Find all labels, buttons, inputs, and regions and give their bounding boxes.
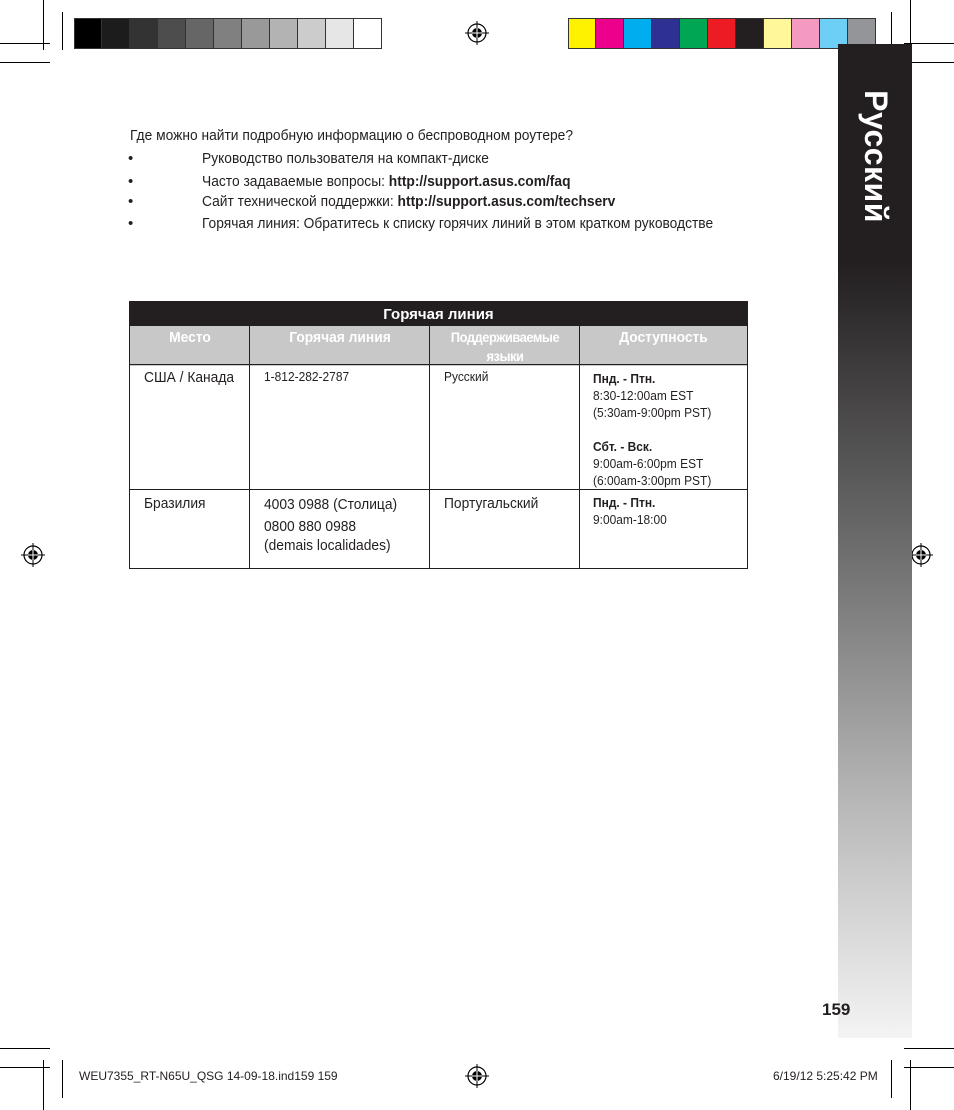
table-header-row xyxy=(130,326,747,366)
crop-mark xyxy=(910,1060,911,1110)
bullet-text: Руководство пользователя на компакт-диске xyxy=(202,150,489,167)
side-tab-title xyxy=(838,44,912,269)
process-color-bar xyxy=(568,18,876,49)
availability-hours: (5:30am-9:00pm PST) xyxy=(593,405,712,420)
registration-mark-icon xyxy=(21,543,45,567)
table-divider xyxy=(249,326,250,568)
color-swatch xyxy=(326,19,354,48)
techserv-link[interactable]: http://support.asus.com/techserv xyxy=(397,193,616,210)
crop-mark xyxy=(62,12,63,50)
color-swatch xyxy=(708,19,736,48)
bullet-marker: • xyxy=(128,215,134,232)
footer-date: 6/19/12 5:25:42 PM xyxy=(773,1069,878,1083)
bullet-marker: • xyxy=(128,150,134,167)
color-swatch xyxy=(568,19,596,48)
availability-days: Пнд. - Птн. xyxy=(593,495,656,510)
bullet-text: Сайт технической поддержки: http://support.asus.com/techserv xyxy=(202,193,616,210)
bullet-text: Часто задаваемые вопросы: http://support.asus.com/faq xyxy=(202,173,571,190)
table-divider xyxy=(130,364,747,365)
availability-days: Пнд. - Птн. xyxy=(593,371,656,386)
registration-mark-icon xyxy=(909,543,933,567)
color-swatch xyxy=(298,19,326,48)
faq-link[interactable]: http://support.asus.com/faq xyxy=(388,173,571,190)
table-cell-language: Русский xyxy=(444,369,489,384)
header-availability: Доступность xyxy=(619,329,708,346)
color-swatch xyxy=(102,19,130,48)
availability-hours: (6:00am-3:00pm PST) xyxy=(593,473,712,488)
side-tab-label: Русский xyxy=(857,90,894,223)
registration-mark-icon xyxy=(465,21,489,45)
bullet-marker: • xyxy=(128,173,134,190)
crop-mark xyxy=(43,0,44,50)
availability-hours: 9:00am-6:00pm EST xyxy=(593,456,704,471)
table-title: Горячая линия xyxy=(130,302,747,326)
color-swatch xyxy=(270,19,298,48)
table-cell-availability xyxy=(593,494,667,528)
color-swatch xyxy=(158,19,186,48)
table-divider xyxy=(429,326,430,568)
crop-mark xyxy=(904,1067,954,1068)
color-swatch xyxy=(680,19,708,48)
page-number: 159 xyxy=(822,1000,851,1019)
intro-question: Где можно найти подробную информацию о беспроводном роутере? xyxy=(130,127,574,144)
bullet-marker: • xyxy=(128,193,134,210)
color-swatch xyxy=(186,19,214,48)
color-swatch xyxy=(354,19,382,48)
color-swatch xyxy=(736,19,764,48)
header-hotline: Горячая линия xyxy=(289,329,391,346)
color-swatch xyxy=(624,19,652,48)
bullet-text: Горячая линия: Обратитесь к списку горячих линий в этом кратком руководстве xyxy=(202,215,714,232)
table-divider xyxy=(130,489,747,490)
grayscale-color-bar xyxy=(74,18,382,49)
table-cell-number: 4003 0988 (Столица) 0800 880 0988 (demais localidades) xyxy=(264,496,398,554)
crop-mark xyxy=(62,1060,63,1098)
color-swatch xyxy=(652,19,680,48)
table-cell-location: Бразилия xyxy=(144,495,206,512)
availability-hours: 9:00am-18:00 xyxy=(593,512,667,527)
table-cell-language: Португальский xyxy=(444,495,539,512)
crop-mark xyxy=(891,1060,892,1098)
crop-mark xyxy=(0,62,50,63)
header-languages: Поддерживаемые языки xyxy=(450,329,560,364)
crop-mark xyxy=(43,1060,44,1110)
color-swatch xyxy=(242,19,270,48)
table-cell-availability xyxy=(593,370,711,489)
crop-mark xyxy=(0,1048,50,1049)
registration-mark-icon xyxy=(465,1064,489,1088)
hotline-table xyxy=(129,301,748,569)
color-swatch xyxy=(214,19,242,48)
crop-mark xyxy=(904,1048,954,1049)
table-cell-location: США / Канада xyxy=(144,369,235,386)
header-location: Место xyxy=(169,329,211,346)
color-swatch xyxy=(792,19,820,48)
color-swatch xyxy=(764,19,792,48)
availability-hours: 8:30-12:00am EST xyxy=(593,388,694,403)
color-swatch xyxy=(74,19,102,48)
availability-days: Сбт. - Вск. xyxy=(593,439,653,454)
color-swatch xyxy=(130,19,158,48)
color-swatch xyxy=(596,19,624,48)
table-divider xyxy=(579,326,580,568)
footer-file-info: WEU7355_RT-N65U_QSG 14-09-18.ind159 159 xyxy=(79,1069,338,1083)
table-cell-number: 1-812-282-2787 xyxy=(264,369,350,384)
crop-mark xyxy=(910,0,911,50)
